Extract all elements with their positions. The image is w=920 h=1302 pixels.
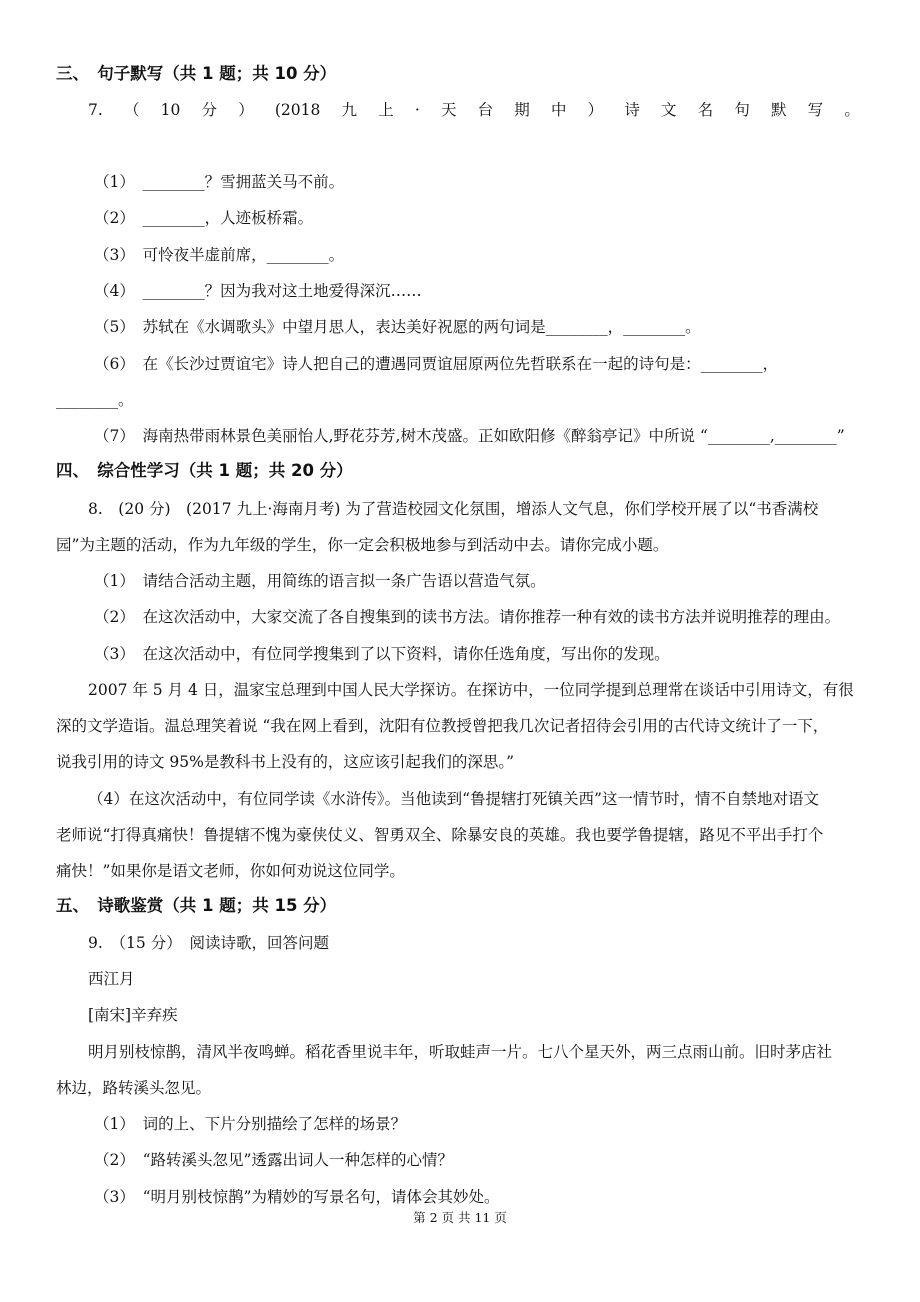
q7-item-7: （7） 海南热带雨林景色美丽怡人,野花芬芳,树木茂盛。正如欧阳修《醉翁亭记》中所说 “________,________” — [94, 427, 845, 445]
q7-header-token: 九 — [341, 101, 358, 119]
q8-material-line-2: 深的文学造诣。温总理笑着说 “我在网上看到，沈阳有位教授曾把我几次记者招待会引用的古代诗文统计了一下， — [56, 717, 829, 735]
q8-material-line-3: 说我引用的诗文 95%是教科书上没有的，这应该引起我们的深思。” — [56, 753, 515, 771]
section-heading-5: 五、 诗歌鉴赏（共 1 题；共 15 分） — [56, 896, 337, 915]
section-heading-4: 四、 综合性学习（共 1 题；共 20 分） — [56, 461, 353, 480]
question-8-line-2: 园”为主题的活动，作为九年级的学生，你一定会积极地参与到活动中去。请你完成小题。 — [56, 536, 669, 554]
q7-header-token: 天 — [440, 101, 457, 119]
q8-material-line-1: 2007 年 5 月 4 日，温家宝总理到中国人民大学探访。在探访中，一位同学提到总理常在谈话中引用诗文，有很 — [88, 681, 854, 699]
q7-header-token: (2018 — [274, 101, 321, 119]
q8-item-4-line-3: 痛快！”如果你是语文老师，你如何劝说这位同学。 — [56, 862, 405, 880]
q9-item-3: （3） “明月别枝惊鹊”为精妙的写景名句，请体会其妙处。 — [94, 1188, 500, 1206]
q7-header-token: 。 — [844, 101, 860, 119]
q7-header-token: 诗 — [624, 101, 640, 119]
q7-item-4: （4） ________？因为我对这土地爱得深沉…… — [94, 282, 422, 300]
q7-header-token: （ — [123, 101, 140, 119]
poem-author: [南宋]辛弃疾 — [88, 1006, 178, 1024]
question-8-line-1: 8. (20 分) (2017 九上·海南月考) 为了营造校园文化氛围，增添人文气息，你们学校开展了以“书香满校 — [88, 500, 819, 518]
q8-item-3: （3） 在这次活动中，有位同学搜集到了以下资料，请你任选角度，写出你的发现。 — [94, 645, 670, 663]
q7-header-token: 10 — [160, 101, 181, 119]
q7-item-3: （3） 可怜夜半虚前席，________。 — [94, 246, 345, 264]
q7-header-token: 句 — [734, 101, 750, 119]
q7-item-2: （2） ________，人迹板桥霜。 — [94, 209, 314, 227]
q7-header-token: ） — [587, 101, 604, 119]
q7-item-6-line-1: （6） 在《长沙过贾谊宅》诗人把自己的遭遇同贾谊屈原两位先哲联系在一起的诗句是：________， — [94, 355, 779, 373]
q7-header-token: 名 — [697, 101, 714, 119]
q9-item-1: （1） 词的上、下片分别描绘了怎样的场景？ — [94, 1115, 407, 1133]
q8-item-2: （2） 在这次活动中，大家交流了各自搜集到的读书方法。请你推荐一种有效的读书方法并说明推荐的理由。 — [94, 608, 841, 626]
page-footer: 第 2 页 共 11 页 — [413, 1210, 507, 1225]
q7-header-token: 台 — [477, 101, 494, 119]
q7-header-token: 上 — [378, 101, 394, 119]
q7-header-token: 分 — [201, 101, 218, 119]
q7-item-5: （5） 苏轼在《水调歌头》中望月思人，表达美好祝愿的两句词是________，________。 — [94, 318, 701, 336]
q7-header-token: 中 — [550, 101, 567, 119]
q7-header-token: 默 — [771, 101, 787, 119]
q8-item-4-line-1: （4）在这次活动中，有位同学读《水浒传》。当他读到“鲁提辖打死镇关西”这一情节时，情不自禁地对语文 — [88, 790, 819, 808]
q9-item-2: （2） “路转溪头忽见”透露出词人一种怎样的心情？ — [94, 1151, 453, 1169]
poem-text-line-1: 明月别枝惊鹊，清风半夜鸣蝉。稻花香里说丰年，听取蛙声一片。七八个星天外，两三点雨山前。旧时茅店社 — [88, 1043, 833, 1061]
q7-header-token: 期 — [514, 101, 530, 119]
q7-item-1: （1） ________？雪拥蓝关马不前。 — [94, 173, 345, 191]
q8-item-1: （1） 请结合活动主题，用简练的语言拟一条广告语以营造气氛。 — [94, 572, 546, 590]
section-heading-3: 三、 句子默写（共 1 题；共 10 分） — [56, 64, 337, 83]
q7-header-token: 7. — [88, 101, 103, 119]
q7-header-token: 文 — [660, 101, 677, 119]
q8-item-4-line-2: 老师说“打得真痛快！鲁提辖不愧为豪侠仗义、智勇双全、除暴安良的英雄。我也要学鲁提辖，路见不平出手打个 — [56, 826, 824, 844]
question-9-line-1: 9. （15 分） 阅读诗歌，回答问题 — [88, 934, 329, 952]
q7-header-token: · — [414, 101, 420, 119]
q7-item-6-line-2: ________。 — [56, 391, 134, 409]
poem-title: 西江月 — [88, 970, 135, 988]
q7-header-token: ） — [238, 101, 254, 119]
poem-text-line-2: 林边，路转溪头忽见。 — [56, 1079, 212, 1097]
question-7-header — [88, 100, 860, 120]
q7-header-token: 写 — [807, 101, 824, 119]
